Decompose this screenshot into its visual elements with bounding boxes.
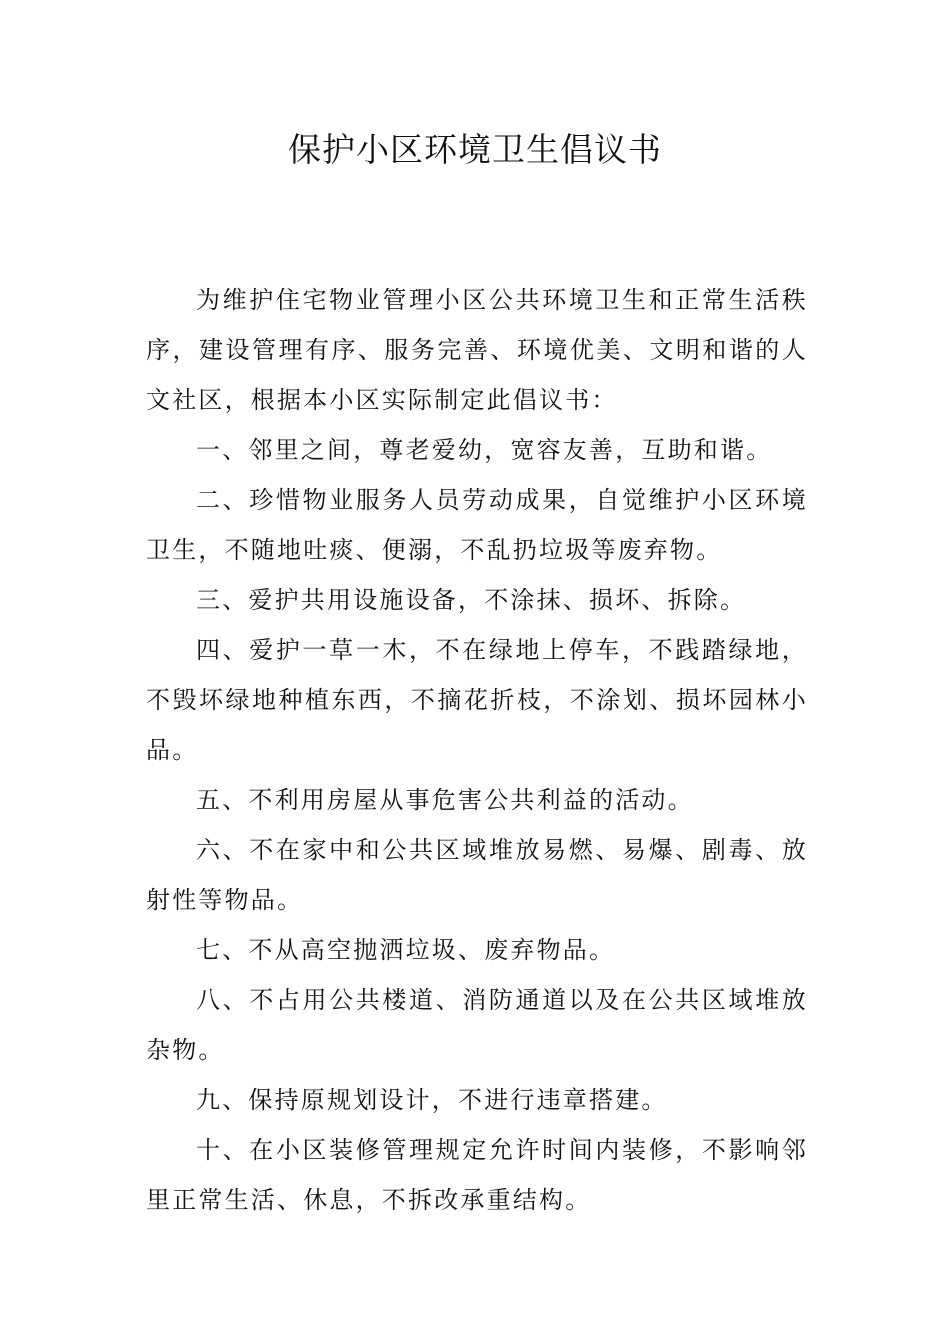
document-body (146, 275, 808, 1225)
paragraph-item-3: 三、爱护共用设施设备，不涂抹、损坏、拆除。 (196, 586, 747, 614)
paragraph-item-10: 十、在小区装修管理规定允许时间内装修，不影响邻里正常生活、休息，不拆改承重结构。 (146, 1136, 808, 1214)
paragraph-intro: 为维护住宅物业管理小区公共环境卫生和正常生活秩序，建设管理有序、服务完善、环境优美、文明和谐的人文社区，根据本小区实际制定此倡议书： (146, 286, 808, 414)
paragraph-item-8: 八、不占用公共楼道、消防通道以及在公共区域堆放杂物。 (146, 986, 808, 1064)
paragraph-item-9: 九、保持原规划设计，不进行违章搭建。 (196, 1086, 668, 1114)
document-title: 保护小区环境卫生倡议书 (288, 130, 662, 169)
paragraph-item-5: 五、不利用房屋从事危害公共利益的活动。 (196, 786, 694, 814)
paragraph-item-2: 二、珍惜物业服务人员劳动成果，自觉维护小区环境卫生，不随地吐痰、便溺，不乱扔垃圾等废弃物。 (146, 486, 808, 564)
paragraph-item-7: 七、不从高空抛洒垃圾、废弃物品。 (196, 936, 616, 964)
paragraph-item-4: 四、爱护一草一木，不在绿地上停车，不践踏绿地，不毁坏绿地种植东西，不摘花折枝，不涂划、损坏园林小品。 (146, 636, 808, 764)
paragraph-item-6: 六、不在家中和公共区域堆放易燃、易爆、剧毒、放射性等物品。 (146, 836, 808, 914)
paragraph-item-1: 一、邻里之间，尊老爱幼，宽容友善，互助和谐。 (196, 436, 773, 464)
